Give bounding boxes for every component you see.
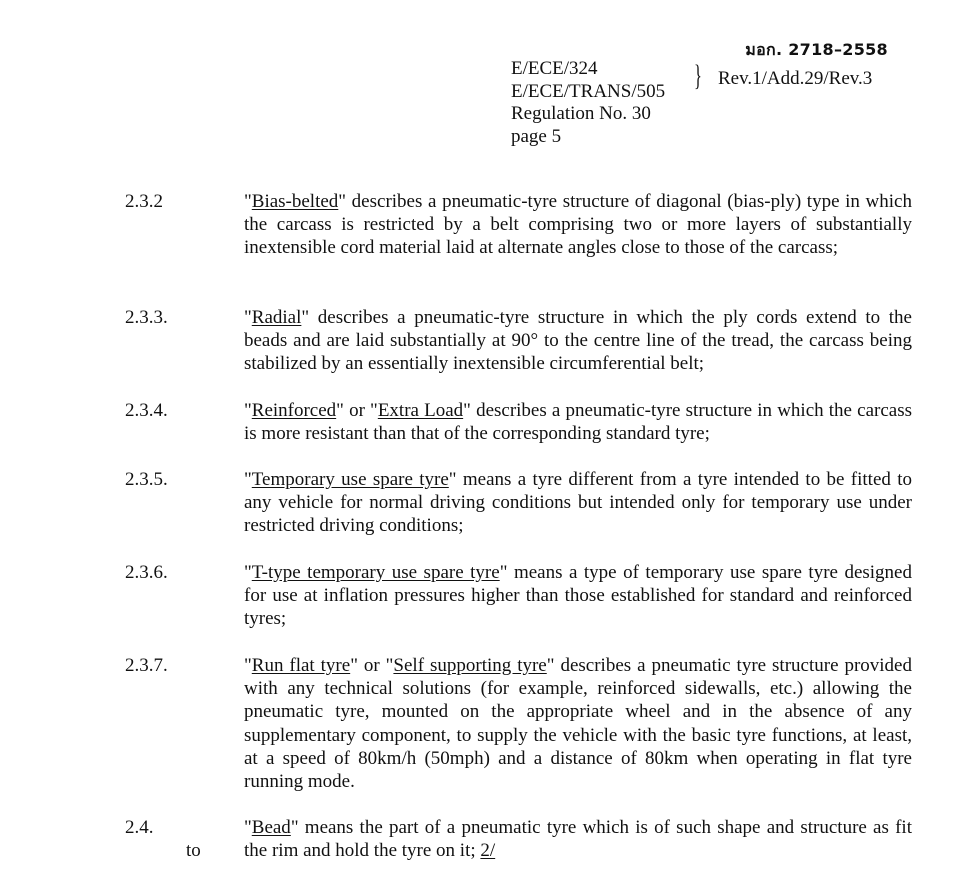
defined-term-alt: Extra Load [377,400,464,421]
paragraph-number: 2.3.3. [125,307,168,328]
term-separator: " or " [350,655,394,676]
standard-number: มอก. 2718–2558 [745,40,888,59]
range-to-label: to [186,840,201,861]
definition-text: " means a type of temporary use spare tyre designed for use at inflation pressures higher than those established for standard and reinforced tyres; [244,562,912,630]
regulation-number: Regulation No. 30 [511,103,651,124]
defined-term: Temporary use spare tyre [251,469,449,490]
definition-text: " means the part of a pneumatic tyre which is of such shape and structure as fit the rim and hold the tyre on it; [244,817,912,862]
defined-term: Bias-belted [251,191,339,212]
term-separator: " or " [336,400,378,421]
paragraph-number: 2.3.5. [125,469,168,490]
definition-text: " describes a pneumatic tyre structure provided with any technical solutions (for example, reinforced sidewalls, etc.) allowing the pneumatic tyre, mounted on the appropriate wheel and in the absence of any supplementary component, to supply the vehicle with the basic tyre functions, at least, at a speed of 80km/h (50mph) and a distance of 80km when operating in flat tyre running mode. [244,655,912,793]
footnote-reference[interactable]: 2/ [480,840,496,862]
brace-symbol: } [694,59,702,92]
doc-symbol-1: E/ECE/324 [511,58,598,79]
defined-term: Run flat tyre [251,655,351,676]
paragraph-text: "Reinforced" or "Extra Load" describes a pneumatic-tyre structure in which the carcass is more resistant than that of the corresponding standard tyre; [244,400,912,445]
paragraph-number: 2.3.6. [125,562,168,583]
doc-symbol-2: E/ECE/TRANS/505 [511,80,666,102]
paragraph-text: "Bias-belted" describes a pneumatic-tyre structure of diagonal (bias-ply) type in which the carcass is restricted by a belt comprising two or more layers of substantially inextensible cord material laid at alternate angles close to those of the carcass; [244,191,912,259]
definition-text: " means a tyre different from a tyre intended to be fitted to any vehicle for normal driving conditions but intended only for temporary use under restricted driving conditions; [244,469,912,537]
document-header [511,58,665,148]
revision-label: Rev.1/Add.29/Rev.3 [718,68,873,89]
paragraph-number: 2.4. [125,817,154,838]
defined-term: Radial [251,307,302,328]
paragraph-number: 2.3.4. [125,400,168,421]
defined-term: Reinforced [251,400,337,421]
paragraph-text: "Temporary use spare tyre" means a tyre different from a tyre intended to be fitted to any vehicle for normal driving conditions but intended only for temporary use under restricted driving conditions; [244,469,912,537]
defined-term: Bead [251,817,291,838]
paragraph-text: "Run flat tyre" or "Self supporting tyre" describes a pneumatic tyre structure provided with any technical solutions (for example, reinforced sidewalls, etc.) allowing the pneumatic tyre, mounted on the appropriate wheel and in the absence of any supplementary component, to supply the vehicle with the basic tyre functions, at least, at a speed of 80km/h (50mph) and a distance of 80km when operating in flat tyre running mode. [244,655,912,793]
defined-term-alt: Self supporting tyre [393,655,547,676]
paragraph-number: 2.3.7. [125,655,168,676]
paragraph-text: "T-type temporary use spare tyre" means a type of temporary use spare tyre designed for use at inflation pressures higher than those established for standard and reinforced tyres; [244,562,912,630]
paragraph-text: "Radial" describes a pneumatic-tyre structure in which the ply cords extend to the beads and are laid substantially at 90° to the centre line of the tread, the carcass being stabilized by an essentially inextensible circumferential belt; [244,307,912,375]
defined-term: T-type temporary use spare tyre [251,562,500,583]
paragraph-text: "Bead" means the part of a pneumatic tyre which is of such shape and structure as fit the rim and hold the tyre on it; 2/ [244,817,912,862]
paragraph-number: 2.3.2 [125,191,163,212]
definition-text: " describes a pneumatic-tyre structure in which the carcass is more resistant than that of the corresponding standard tyre; [244,400,912,445]
page-number: page 5 [511,125,562,147]
definition-text: " describes a pneumatic-tyre structure in which the ply cords extend to the beads and are laid substantially at 90° to the centre line of the tread, the carcass being stabilized by an essentially inextensible circumferential belt; [244,307,912,375]
definition-text: " describes a pneumatic-tyre structure of diagonal (bias-ply) type in which the carcass is restricted by a belt comprising two or more layers of substantially inextensible cord material laid at alternate angles close to those of the carcass; [244,191,912,259]
